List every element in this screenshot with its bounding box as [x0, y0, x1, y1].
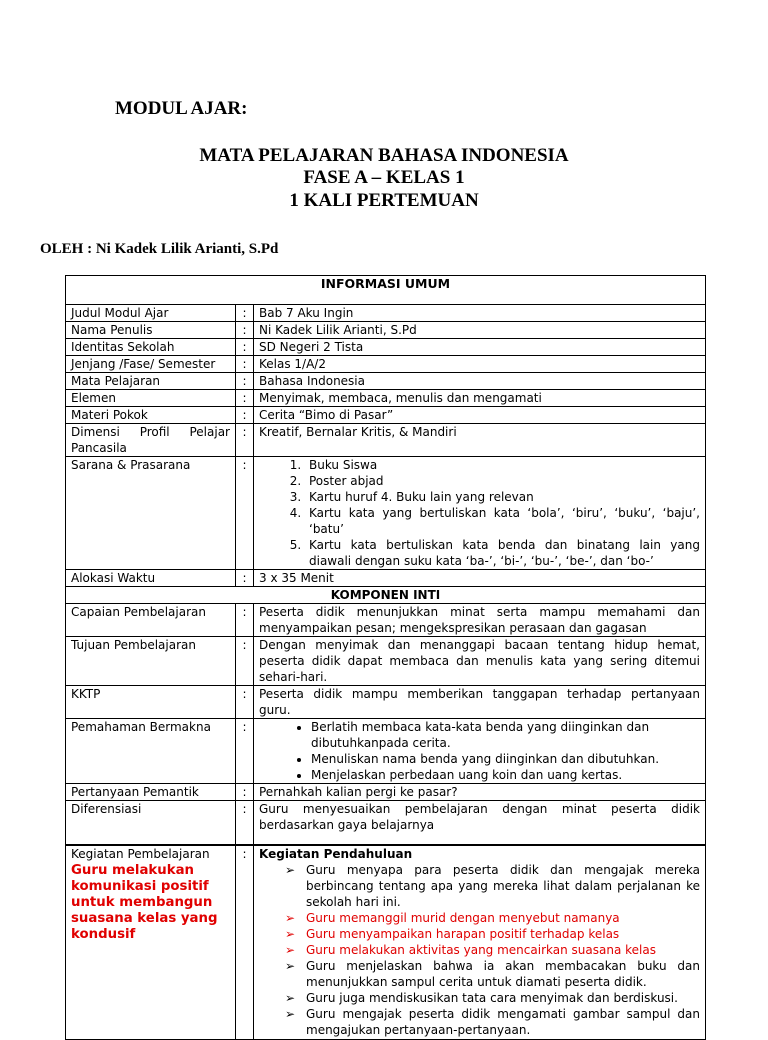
kegiatan-step	[285, 990, 700, 1006]
kegiatan-step	[285, 862, 700, 910]
row-value: Bab 7 Aku Ingin	[254, 305, 706, 322]
row-colon: :	[236, 686, 254, 719]
pemahaman-row	[66, 719, 706, 784]
phase-class-line: FASE A – KELAS 1	[303, 167, 465, 188]
row-value: Menyimak, membaca, menulis dan mengamati	[254, 390, 706, 407]
pemahaman-item: • Menjelaskan perbedaan uang koin dan uang kertas.	[311, 767, 700, 783]
pertanyaan-row	[66, 784, 706, 801]
row-colon: :	[236, 424, 254, 457]
sarana-item: 5. Kartu kata bertuliskan kata benda dan binatang lain yang diawali dengan suku kata ‘ba-’, ‘bi-’, ‘bu-’, ‘be-’, dan ‘bo-’	[305, 537, 700, 569]
sarana-list	[259, 457, 700, 569]
info-row	[66, 305, 706, 322]
row-value: 3 x 35 Menit	[254, 570, 706, 587]
pemahaman-item: • Menuliskan nama benda yang diinginkan dan dibutuhkan.	[311, 751, 700, 767]
arrow-bullet-icon: ➢	[285, 959, 296, 973]
row-value: Bahasa Indonesia	[254, 373, 706, 390]
row-value: SD Negeri 2 Tista	[254, 339, 706, 356]
sarana-item: 3. Kartu huruf 4. Buku lain yang relevan	[305, 489, 700, 505]
author-line: OLEH : Ni Kadek Lilik Arianti, S.Pd	[40, 241, 279, 257]
row-label: KKTP	[66, 686, 236, 719]
sarana-item: 4. Kartu kata yang bertuliskan kata ‘bola’, ‘biru’, ‘buku’, ‘baju’, ‘batu’	[305, 505, 700, 537]
info-row	[66, 390, 706, 407]
row-colon: :	[236, 356, 254, 373]
row-value: Kreatif, Bernalar Kritis, & Mandiri	[254, 424, 706, 457]
row-label: Mata Pelajaran	[66, 373, 236, 390]
row-value: Cerita “Bimo di Pasar”	[254, 407, 706, 424]
row-colon: :	[236, 322, 254, 339]
core-row	[66, 637, 706, 686]
row-value	[254, 457, 706, 570]
row-value	[254, 719, 706, 784]
row-value: Kelas 1/A/2	[254, 356, 706, 373]
module-info-table	[65, 275, 706, 1040]
core-row	[66, 604, 706, 637]
alokasi-row	[66, 570, 706, 587]
info-row	[66, 356, 706, 373]
row-label: Jenjang /Fase/ Semester	[66, 356, 236, 373]
row-label: Diferensiasi	[66, 801, 236, 845]
arrow-bullet-icon: ➢	[285, 863, 296, 877]
row-value: Guru menyesuaikan pembelajaran dengan minat peserta didik berdasarkan gaya belajarnya	[254, 801, 706, 845]
row-label: Capaian Pembelajaran	[66, 604, 236, 637]
step-text: Guru menyapa para peserta didik dan mengajak mereka berbincang tentang apa yang mereka lihat dalam perjalanan ke sekolah hari ini.	[306, 863, 700, 909]
kegiatan-steps	[259, 862, 700, 1038]
step-text: Guru mengajak peserta didik mengamati gambar sampul dan mengajukan pertanyaan-pertanyaan.	[306, 1007, 700, 1037]
info-section-title: INFORMASI UMUM	[66, 276, 706, 305]
kegiatan-label-cell	[66, 846, 236, 1040]
motivation-note: Guru melakukan komunikasi positif untuk membangun suasana kelas yang kondusif	[71, 863, 218, 942]
row-colon: :	[236, 339, 254, 356]
pemahaman-item: • Berlatih membaca kata-kata benda yang diinginkan dan dibutuhkanpada cerita.	[311, 719, 700, 751]
core-section-title: KOMPONEN INTI	[66, 587, 706, 604]
info-row	[66, 424, 706, 457]
row-label: Identitas Sekolah	[66, 339, 236, 356]
diferensiasi-row	[66, 801, 706, 845]
step-text: Guru melakukan aktivitas yang mencairkan suasana kelas	[306, 943, 656, 957]
step-text: Guru memanggil murid dengan menyebut namanya	[306, 911, 620, 925]
core-section-header	[66, 587, 706, 604]
kegiatan-step	[285, 910, 700, 926]
kegiatan-step	[285, 958, 700, 990]
arrow-bullet-icon: ➢	[285, 927, 296, 941]
row-value: Ni Kadek Lilik Arianti, S.Pd	[254, 322, 706, 339]
row-colon: :	[236, 390, 254, 407]
kegiatan-content	[254, 846, 706, 1040]
row-label: Sarana & Prasarana	[66, 457, 236, 570]
arrow-bullet-icon: ➢	[285, 1007, 296, 1021]
row-value: Peserta didik menunjukkan minat serta mampu memahami dan menyampaikan pesan; mengekspresikan perasaan dan gagasan	[254, 604, 706, 637]
kegiatan-heading: Kegiatan Pendahuluan	[259, 847, 413, 861]
row-colon: :	[236, 784, 254, 801]
row-label: Kegiatan Pembelajaran	[71, 847, 210, 861]
sarana-item: 1. Buku Siswa	[305, 457, 700, 473]
step-text: Guru menjelaskan bahwa ia akan membacakan buku dan menunjukkan sampul cerita untuk diamati peserta didik.	[306, 959, 700, 989]
row-label: Dimensi Profil Pelajar Pancasila	[66, 424, 236, 457]
kegiatan-step	[285, 942, 700, 958]
row-colon: :	[236, 457, 254, 570]
row-colon: :	[236, 604, 254, 637]
document-title: MODUL AJAR:	[115, 98, 248, 119]
row-label: Judul Modul Ajar	[66, 305, 236, 322]
info-row	[66, 322, 706, 339]
arrow-bullet-icon: ➢	[285, 943, 296, 957]
kegiatan-step	[285, 1006, 700, 1038]
row-label: Pemahaman Bermakna	[66, 719, 236, 784]
row-label: Tujuan Pembelajaran	[66, 637, 236, 686]
sarana-item: 2. Poster abjad	[305, 473, 700, 489]
kegiatan-step	[285, 926, 700, 942]
step-text: Guru menyampaikan harapan positif terhadap kelas	[306, 927, 620, 941]
pemahaman-list	[259, 719, 700, 783]
row-label: Nama Penulis	[66, 322, 236, 339]
row-colon: :	[236, 801, 254, 845]
row-colon: :	[236, 373, 254, 390]
info-row	[66, 373, 706, 390]
row-value: Pernahkah kalian pergi ke pasar?	[254, 784, 706, 801]
core-row	[66, 686, 706, 719]
row-colon: :	[236, 719, 254, 784]
row-value: Dengan menyimak dan menanggapi bacaan tentang hidup hemat, peserta didik dapat membaca dan menulis kata yang sering ditemui sehari-hari.	[254, 637, 706, 686]
info-row	[66, 407, 706, 424]
sarana-row	[66, 457, 706, 570]
row-colon: :	[236, 846, 254, 1040]
row-label: Materi Pokok	[66, 407, 236, 424]
kegiatan-row	[66, 846, 706, 1040]
row-colon: :	[236, 305, 254, 322]
row-label: Alokasi Waktu	[66, 570, 236, 587]
step-text: Guru juga mendiskusikan tata cara menyimak dan berdiskusi.	[306, 991, 678, 1005]
row-label: Elemen	[66, 390, 236, 407]
meeting-count-line: 1 KALI PERTEMUAN	[289, 190, 479, 211]
row-colon: :	[236, 637, 254, 686]
arrow-bullet-icon: ➢	[285, 991, 296, 1005]
row-value: Peserta didik mampu memberikan tanggapan terhadap pertanyaan guru.	[254, 686, 706, 719]
row-colon: :	[236, 407, 254, 424]
row-colon: :	[236, 570, 254, 587]
arrow-bullet-icon: ➢	[285, 911, 296, 925]
info-row	[66, 339, 706, 356]
row-label: Pertanyaan Pemantik	[66, 784, 236, 801]
subject-line: MATA PELAJARAN BAHASA INDONESIA	[199, 145, 569, 166]
info-section-header	[66, 276, 706, 305]
